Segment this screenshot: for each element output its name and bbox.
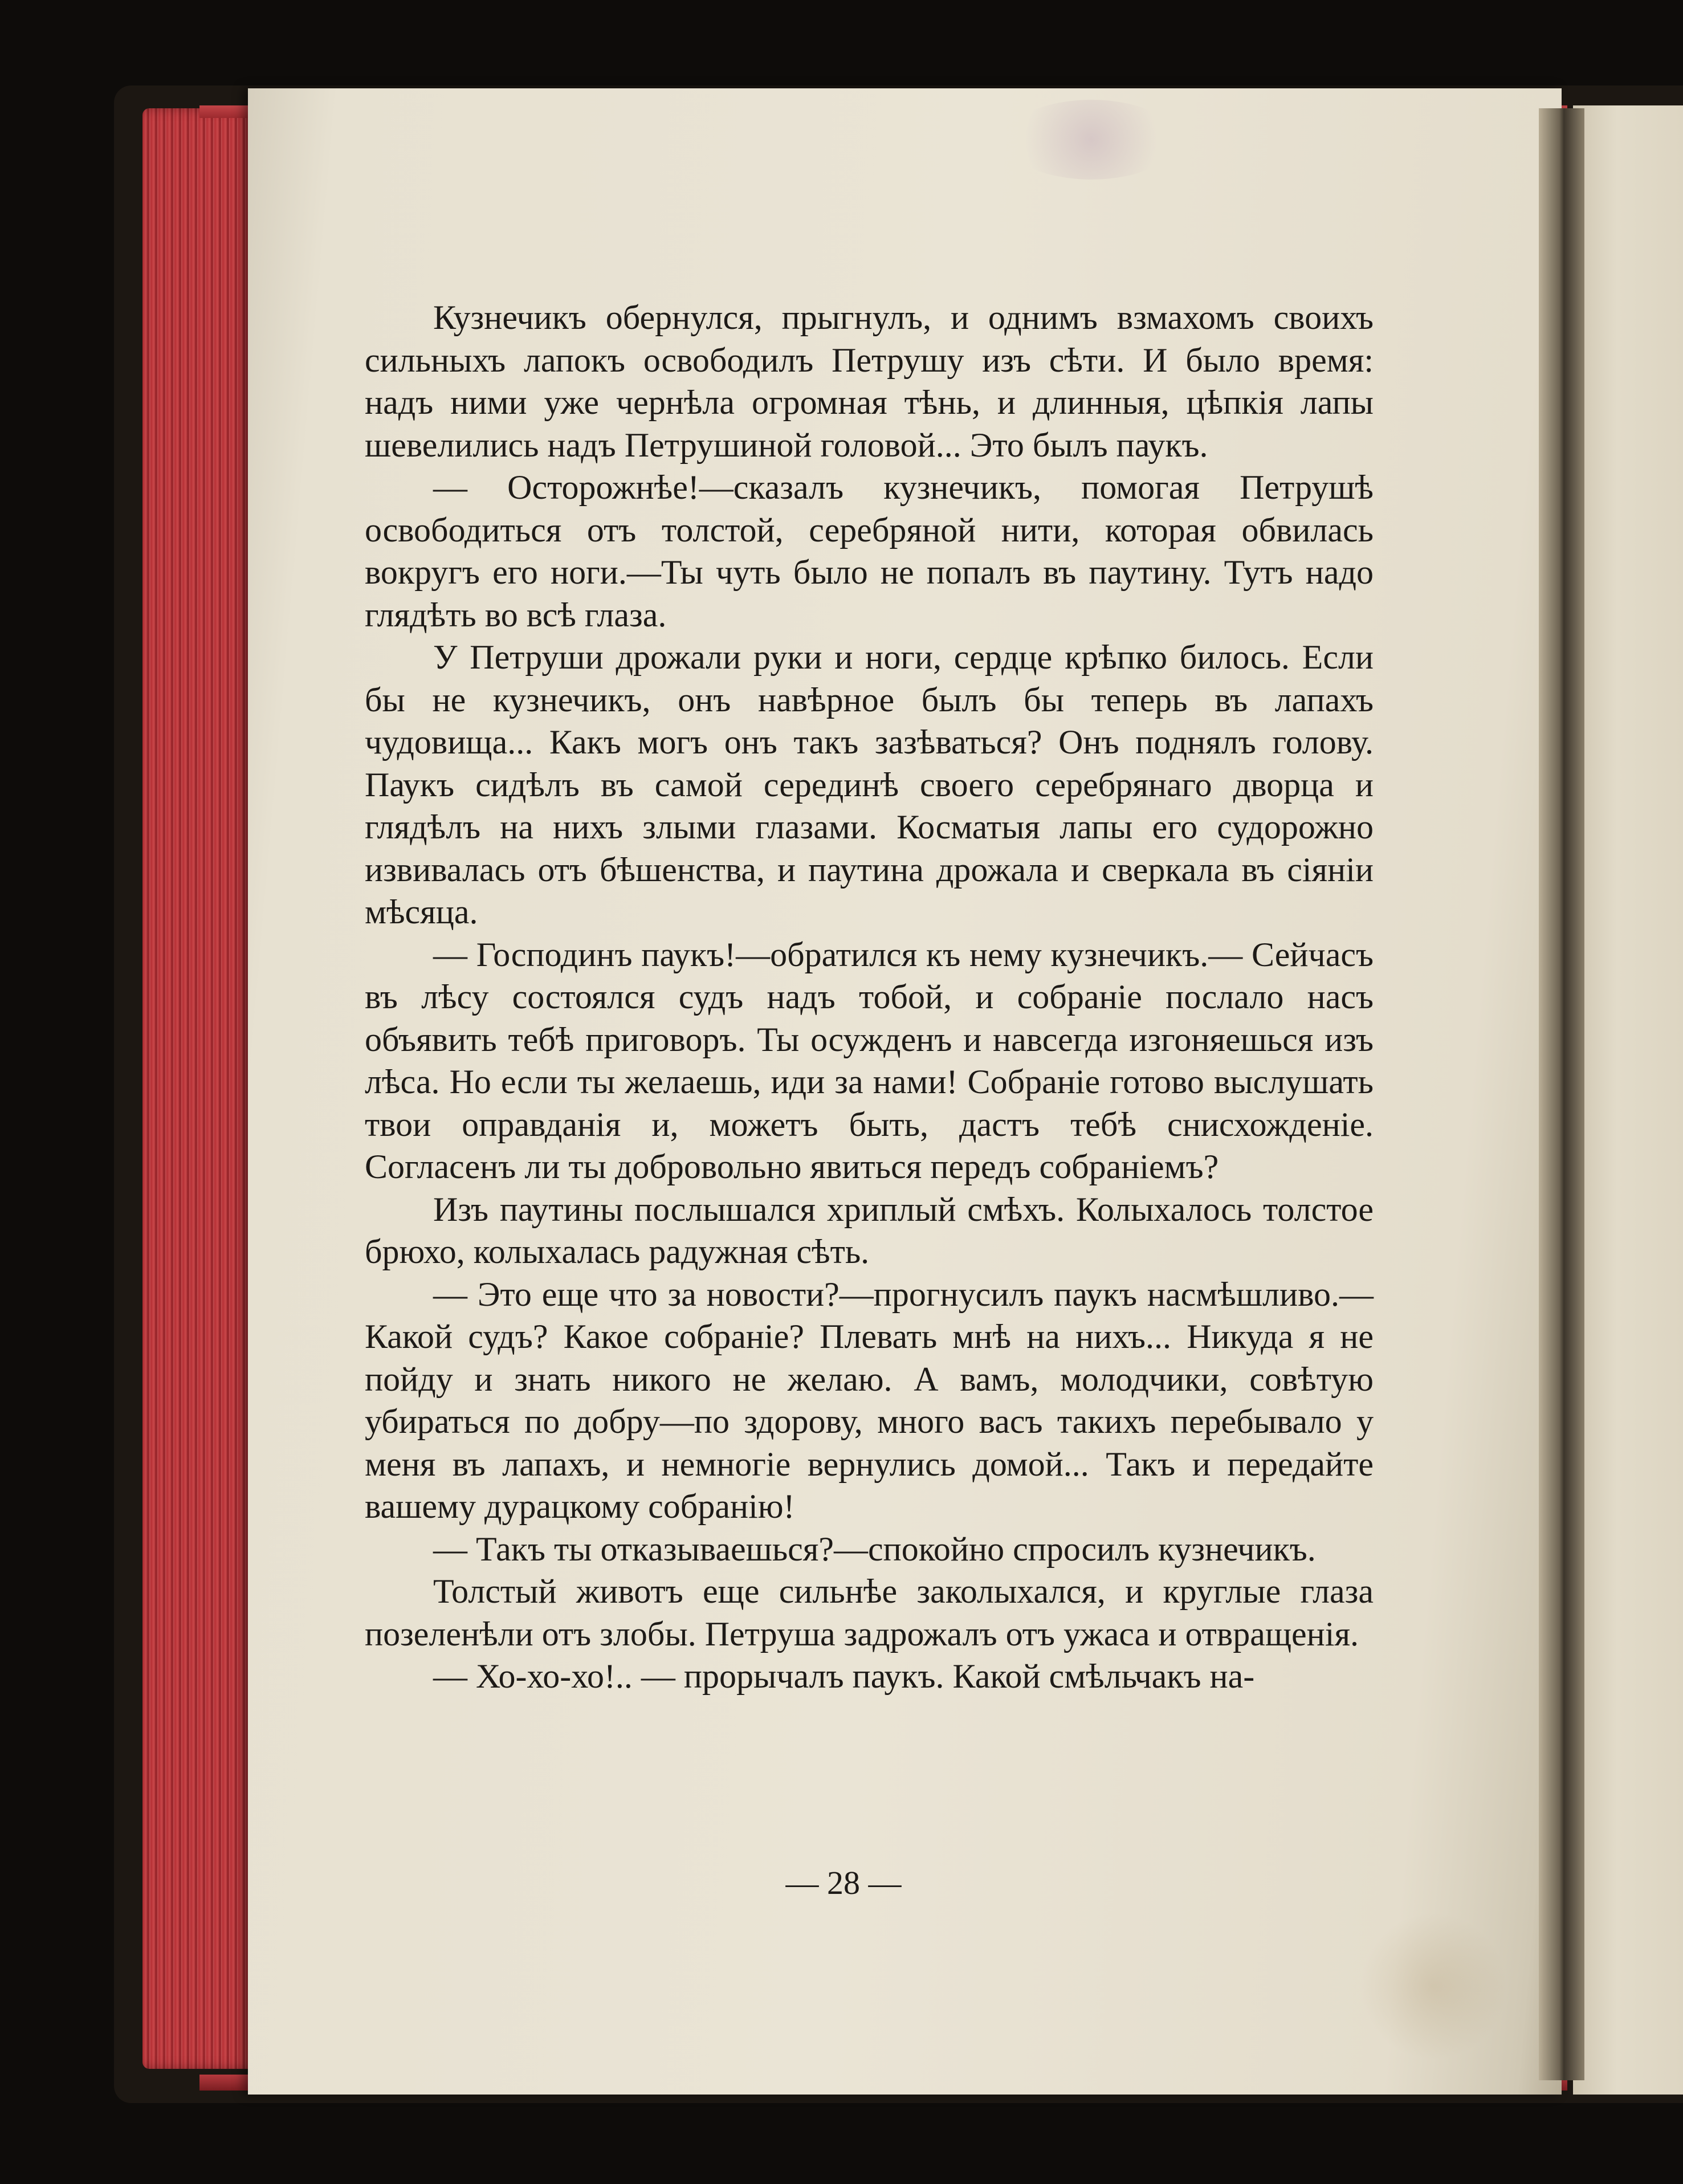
book-gutter	[1539, 108, 1584, 2080]
paragraph: — Осторожнѣе!—сказалъ кузнечикъ, помогая Петрушѣ освободиться отъ толстой, серебряной нити, которая обвилась вокругъ его ноги.—Ты чуть было не попалъ въ паутину. Тутъ надо глядѣть во всѣ глаза.	[365, 468, 1374, 634]
paragraph: — Это еще что за новости?—прогнусилъ паукъ насмѣшливо.—Какой судъ? Какое собраніе? Плевать мнѣ на нихъ... Никуда я не пойду и знать никого не желаю. А вамъ, молодчики, совѣтую убираться по добру—по здорову, много васъ такихъ перебывало у меня въ лапахъ, и немногіе вернулись домой... Такъ и передайте вашему дурацкому собранію!	[365, 1275, 1374, 1525]
page-text	[365, 296, 1374, 1698]
paper-stain	[1006, 100, 1177, 180]
paragraph: Толстый животъ еще сильнѣе заколыхался, и круглые глаза позеленѣли отъ злобы. Петруша задрожалъ отъ ужаса и отвращенія.	[365, 1572, 1374, 1653]
paragraph: — Господинъ паукъ!—обратился къ нему кузнечикъ.— Сейчасъ въ лѣсу состоялся судъ надъ тобой, и собраніе послало насъ объявить тебѣ приговоръ. Ты осужденъ и навсегда изгоняешься изъ лѣса. Но если ты желаешь, иди за нами! Собраніе готово выслушать твои оправданія и, можетъ быть, дастъ тебѣ снисхожденіе. Согласенъ ли ты добровольно явиться передъ собраніемъ?	[365, 935, 1374, 1185]
page-number: — 28 —	[785, 1864, 902, 1901]
paragraph: — Хо-хо-хо!.. — прорычалъ паукъ. Какой смѣльчакъ на-	[433, 1657, 1255, 1695]
paragraph: У Петруши дрожали руки и ноги, сердце крѣпко билось. Если бы не кузнечикъ, онъ навѣрное былъ бы теперь въ лапахъ чудовища... Какъ могъ онъ такъ зазѣваться? Онъ поднялъ голову. Паукъ сидѣлъ въ самой серединѣ своего серебрянаго дворца и глядѣлъ на нихъ злыми глазами. Косматыя лапы его судорожно извивалась отъ бѣшенства, и паутина дрожала и сверкала въ сіяніи мѣсяца.	[365, 638, 1374, 931]
page-edges-red	[142, 108, 256, 2069]
paragraph: — Такъ ты отказываешься?—спокойно спросилъ кузнечикъ.	[433, 1530, 1316, 1568]
paper-stain	[1359, 1912, 1507, 2060]
paragraph: Кузнечикъ обернулся, прыгнулъ, и однимъ взмахомъ своихъ сильныхъ лапокъ освободилъ Петрушу изъ сѣти. И было время: надъ ними уже чернѣла огромная тѣнь, и длинныя, цѣпкія лапы шевелились надъ Петрушиной головой... Это былъ паукъ.	[365, 299, 1374, 464]
facing-page	[1573, 105, 1683, 2095]
paragraph: Изъ паутины послышался хриплый смѣхъ. Колыхалось толстое брюхо, колыхалась радужная сѣть.	[365, 1190, 1374, 1270]
